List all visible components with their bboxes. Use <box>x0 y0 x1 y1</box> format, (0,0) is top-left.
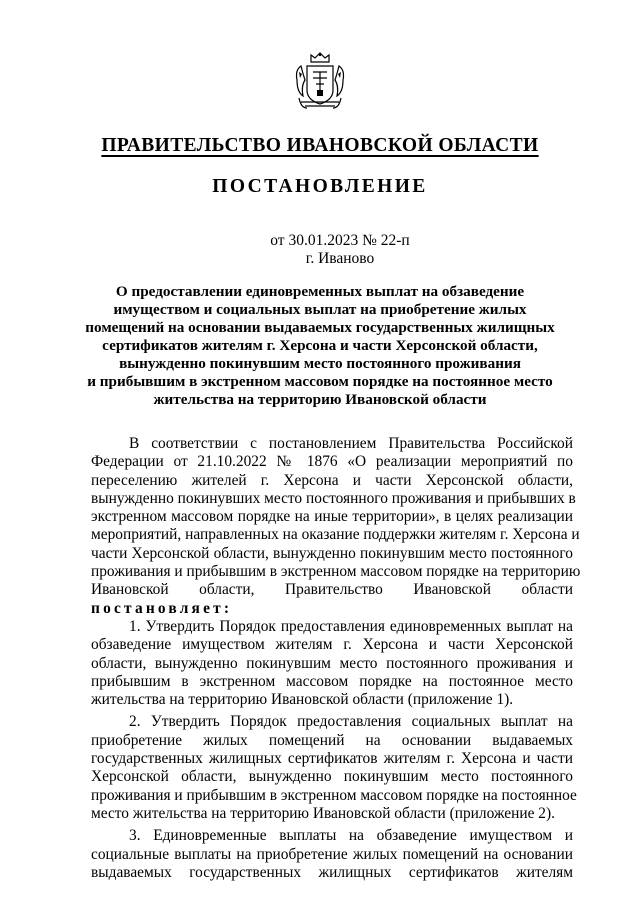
body-line: прибывшим в экстренном массовом порядке на постоянное место <box>91 672 573 690</box>
decree-colon: : <box>223 599 230 617</box>
title-line: помещений на основании выдаваемых государственных жилищных <box>85 319 555 336</box>
decree-word: постановляет <box>91 599 224 617</box>
title-line: О предоставлении единовременных выплат на обзаведение <box>115 283 525 300</box>
item-2 <box>91 713 577 823</box>
body-line: Херсонской области, вынужденно покинувшим место постоянного <box>91 768 573 786</box>
title-line: жительства на территорию Ивановской области <box>153 391 487 408</box>
body-line: Ивановской области, Правительство Ивановской области <box>91 581 573 599</box>
body-line: приобретение жилых помещений на основании выдаваемых <box>91 731 573 749</box>
decree-line <box>91 600 573 618</box>
item-3 <box>91 827 573 882</box>
body-line: проживания и прибывшим в экстренном массовом порядке на постоянное <box>91 786 577 804</box>
government-name <box>0 134 640 158</box>
title-line: вынужденно покинувшим место постоянного проживания <box>119 355 521 372</box>
document-title <box>80 283 560 409</box>
document-body <box>91 435 581 882</box>
body-line: социальные выплаты на приобретение жилых помещений на основании <box>91 845 573 863</box>
body-line: 1. Утвердить Порядок предоставления единовременных выплат на <box>129 617 573 635</box>
body-line: вынужденно покинувших место постоянного проживания и прибывших в <box>91 489 576 507</box>
body-line: выдаваемых государственных жилищных сертификатов жителям <box>91 863 573 881</box>
body-line: проживания и прибывшим в экстренном массовом порядке на территорию <box>91 563 581 581</box>
body-line: области, вынужденно покинувшим место постоянного проживания и <box>91 654 573 672</box>
title-line: и прибывшим в экстренном массовом порядке на постоянное место <box>87 373 553 390</box>
title-line: сертификатов жителям г. Херсона и части Херсонской области, <box>102 337 538 354</box>
title-line: имуществом и социальных выплат на приобретение жилых <box>113 301 527 318</box>
document-type: ПОСТАНОВЛЕНИЕ <box>212 176 428 197</box>
preamble <box>91 435 581 618</box>
body-line: 3. Единовременные выплаты на обзаведение имуществом и <box>129 827 573 845</box>
body-line: части Херсонской области, вынужденно покинувшим место постоянного <box>91 544 573 562</box>
body-line: В соответствии с постановлением Правительства Российской <box>129 435 573 452</box>
body-line: 2. Утвердить Порядок предоставления социальных выплат на <box>129 713 573 731</box>
item-1 <box>91 618 573 709</box>
body-line: экстренном массовом порядке на иные территории», в целях реализации <box>91 508 573 526</box>
coat-of-arms-icon <box>293 50 347 112</box>
body-line: мероприятий, направленных на оказание поддержки жителям г. Херсона и <box>91 526 580 544</box>
body-line: Федерации от 21.10.2022 № 1876 «О реализации мероприятий по <box>91 453 573 471</box>
body-line: обзаведение имуществом жителям г. Херсона и части Херсонской <box>91 636 573 654</box>
body-line: переселению жителей г. Херсона и части Херсонской области, <box>91 471 573 489</box>
body-line: государственных жилищных сертификатов жителям г. Херсона и части <box>91 750 573 768</box>
city: г. Иваново <box>305 250 375 267</box>
body-line: жительства на территорию Ивановской области (приложение 1). <box>91 691 514 709</box>
government-name-text: ПРАВИТЕЛЬСТВО ИВАНОВСКОЙ ОБЛАСТИ <box>101 135 539 156</box>
body-line: место жительства на территорию Ивановской области (приложение 2). <box>91 804 555 822</box>
date-number: от 30.01.2023 № 22-п <box>270 232 410 249</box>
